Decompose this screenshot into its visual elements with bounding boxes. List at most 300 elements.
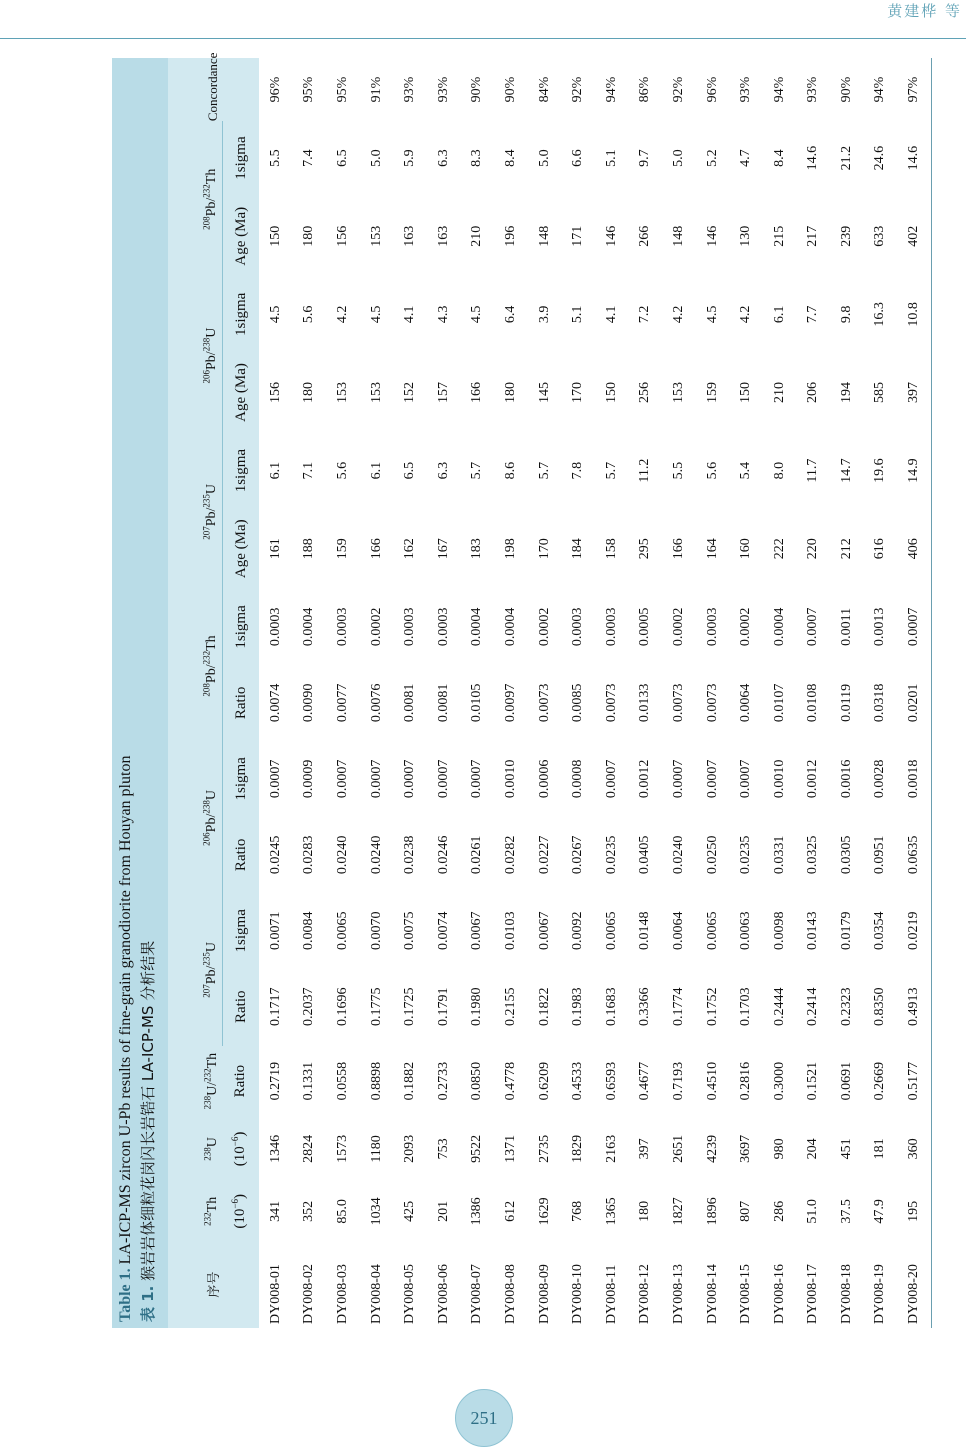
table-cell: 183 bbox=[469, 538, 485, 560]
table-cell: 0.1331 bbox=[301, 1061, 317, 1101]
table-cell: 0.0090 bbox=[301, 683, 317, 723]
table-cell: 4.2 bbox=[334, 305, 350, 324]
table-cell: 167 bbox=[435, 538, 451, 560]
table-cell: 0.0148 bbox=[637, 911, 653, 951]
table-cell: 0.0108 bbox=[805, 683, 821, 723]
table-cell: 5.0 bbox=[670, 149, 686, 167]
table-cell: 2651 bbox=[670, 1134, 686, 1163]
table-cell: 0.0073 bbox=[704, 683, 720, 723]
table-cell: 0.2669 bbox=[872, 1061, 888, 1101]
sample-id-cell: DY008-06 bbox=[435, 1264, 451, 1324]
caption-en-text: LA-ICP-MS zircon U-Pb results of fine-grain granodiorite from Houyan pluton bbox=[117, 755, 134, 1269]
table-cell: 1573 bbox=[334, 1134, 350, 1163]
table-cell: 0.4677 bbox=[637, 1061, 653, 1101]
table-cell: 980 bbox=[771, 1138, 787, 1160]
table-cell: 0.0012 bbox=[805, 759, 821, 799]
table-cell: 0.7193 bbox=[670, 1061, 686, 1101]
table-cell: 93% bbox=[402, 76, 418, 103]
table-cell: 4.3 bbox=[435, 305, 451, 324]
table-cell: 0.1774 bbox=[670, 987, 686, 1026]
table-cell: 201 bbox=[435, 1200, 451, 1222]
caption-en-label: Table 1. bbox=[117, 1268, 134, 1322]
table-cell: 210 bbox=[469, 225, 485, 247]
table-row bbox=[528, 58, 562, 1328]
table-cell: 0.2155 bbox=[502, 987, 518, 1026]
table-cell: 0.0012 bbox=[637, 759, 653, 799]
table-cell: 5.6 bbox=[704, 461, 720, 480]
subhead-sigma: 1sigma bbox=[232, 136, 249, 180]
table-cell: 4.5 bbox=[704, 305, 720, 324]
table-cell: 9.7 bbox=[637, 149, 653, 167]
table-row bbox=[393, 58, 427, 1328]
table-cell: 8.6 bbox=[502, 461, 518, 480]
table-cell: 425 bbox=[402, 1200, 418, 1222]
table-cell: 0.0331 bbox=[771, 835, 787, 875]
table-cell: 0.0003 bbox=[435, 607, 451, 647]
table-cell: 360 bbox=[897, 1116, 931, 1181]
table-cell: 239 bbox=[838, 225, 854, 247]
sample-id-cell: DY008-14 bbox=[704, 1264, 720, 1324]
table-cell: 1629 bbox=[536, 1197, 552, 1226]
table-cell: 153 bbox=[368, 225, 384, 247]
subhead-age: Age (Ma) bbox=[232, 206, 249, 266]
subhead-age: Age (Ma) bbox=[232, 519, 249, 579]
header-sample: 序号 bbox=[207, 1271, 222, 1298]
rotated-table-block bbox=[112, 52, 922, 1328]
sample-id-cell: DY008-18 bbox=[838, 1264, 854, 1324]
table-cell: 222 bbox=[771, 538, 787, 560]
running-head-authors: 黄建桦 等 bbox=[887, 2, 962, 20]
table-row bbox=[360, 58, 394, 1328]
table-row bbox=[427, 58, 461, 1328]
table-cell: 6.1 bbox=[368, 461, 384, 480]
table-cell: 0.5177 bbox=[897, 1046, 931, 1117]
table-cell: 90% bbox=[469, 76, 485, 103]
table-cell: 753 bbox=[435, 1138, 451, 1160]
sample-id-cell: DY008-05 bbox=[402, 1264, 418, 1324]
table-cell: 92% bbox=[670, 76, 686, 103]
table-cell: 0.0004 bbox=[469, 607, 485, 647]
table-cell: 51.0 bbox=[805, 1199, 821, 1224]
table-cell: 3.9 bbox=[536, 305, 552, 324]
table-cell: 0.0076 bbox=[368, 683, 384, 723]
table-cell: 0.2733 bbox=[435, 1061, 451, 1101]
table-cell: 166 bbox=[670, 538, 686, 560]
table-cell: 0.0074 bbox=[435, 911, 451, 951]
table-cell: 0.0235 bbox=[603, 835, 619, 875]
table-cell: 1829 bbox=[570, 1134, 586, 1163]
table-cell: 0.0240 bbox=[368, 835, 384, 875]
table-cell: 156 bbox=[267, 381, 283, 403]
table-cell: 1386 bbox=[469, 1197, 485, 1226]
table-cell: 86% bbox=[637, 76, 653, 103]
table-cell: 14.6 bbox=[805, 145, 821, 171]
table-cell: 0.0325 bbox=[805, 835, 821, 875]
header-rule bbox=[0, 38, 966, 39]
table-cell: 0.1703 bbox=[738, 987, 754, 1026]
table-cell: 0.0691 bbox=[838, 1061, 854, 1101]
subhead-sigma: 1sigma bbox=[232, 605, 249, 649]
table-cell: 150 bbox=[603, 381, 619, 403]
table-cell: 402 bbox=[897, 195, 931, 277]
table-cell: 0.0081 bbox=[402, 683, 418, 723]
caption-english bbox=[115, 66, 137, 1322]
table-cell: 0.0282 bbox=[502, 835, 518, 875]
table-cell: 198 bbox=[502, 538, 518, 560]
table-cell: 156 bbox=[334, 225, 350, 247]
table-row bbox=[461, 58, 495, 1328]
table-row bbox=[763, 58, 797, 1328]
table-cell: 0.0010 bbox=[771, 759, 787, 799]
sample-id-cell: DY008-15 bbox=[738, 1264, 754, 1324]
table-cell: 0.0073 bbox=[670, 683, 686, 723]
sample-id-cell: DY008-07 bbox=[469, 1264, 485, 1324]
table-cell: 6.5 bbox=[334, 149, 350, 167]
caption-zh-label: 表 1. bbox=[139, 1285, 157, 1322]
table-cell: 161 bbox=[267, 538, 283, 560]
table-cell: 0.0007 bbox=[402, 759, 418, 799]
table-cell: 5.5 bbox=[267, 149, 283, 167]
table-cell: 0.0007 bbox=[603, 759, 619, 799]
subhead-ratio: Ratio bbox=[232, 1064, 249, 1098]
table-cell: 206 bbox=[805, 381, 821, 403]
table-cell: 153 bbox=[368, 381, 384, 403]
table-cell: 0.0103 bbox=[502, 911, 518, 951]
table-cell: 0.0250 bbox=[704, 835, 720, 875]
table-cell: 0.0133 bbox=[637, 683, 653, 723]
table-cell: 153 bbox=[670, 381, 686, 403]
table-cell: 0.0065 bbox=[704, 911, 720, 951]
table-cell: 6.6 bbox=[570, 149, 586, 167]
sample-id-cell: DY008-04 bbox=[368, 1264, 384, 1324]
table-cell: 0.1882 bbox=[402, 1061, 418, 1101]
table-cell: 0.0007 bbox=[435, 759, 451, 799]
table-cell: 153 bbox=[334, 381, 350, 403]
table-cell: 94% bbox=[872, 76, 888, 103]
table-cell: 150 bbox=[738, 381, 754, 403]
table-cell: 11.7 bbox=[805, 458, 821, 483]
table-cell: 0.0305 bbox=[838, 835, 854, 875]
table-cell: 0.0201 bbox=[897, 664, 931, 742]
table-cell: 5.4 bbox=[738, 461, 754, 480]
table-cell: 93% bbox=[805, 76, 821, 103]
table-cell: 0.0002 bbox=[536, 607, 552, 647]
subhead-sigma: 1sigma bbox=[232, 909, 249, 953]
table-cell: 0.1822 bbox=[536, 987, 552, 1026]
table-row bbox=[662, 58, 696, 1328]
header-age-207-235: $^{207}$Pb/$^{235}$U bbox=[168, 434, 223, 590]
table-cell: 220 bbox=[805, 538, 821, 560]
table-cell: 0.0267 bbox=[570, 835, 586, 875]
table-cell: 0.0002 bbox=[670, 607, 686, 647]
table-cell: 0.0007 bbox=[670, 759, 686, 799]
table-cell: 4.5 bbox=[267, 305, 283, 324]
header-u238: $^{238}$U bbox=[201, 1137, 220, 1161]
table-cell: 5.5 bbox=[670, 461, 686, 480]
table-cell: 0.0007 bbox=[368, 759, 384, 799]
table-cell: 0.0007 bbox=[334, 759, 350, 799]
table-cell: 184 bbox=[570, 538, 586, 560]
table-cell: 0.0240 bbox=[334, 835, 350, 875]
sample-id-cell: DY008-03 bbox=[334, 1264, 350, 1324]
table-cell: 0.3366 bbox=[637, 987, 653, 1026]
table-cell: 0.0081 bbox=[435, 683, 451, 723]
table-cell: 0.0951 bbox=[872, 835, 888, 875]
table-row bbox=[864, 58, 898, 1328]
table-cell: 0.2816 bbox=[738, 1061, 754, 1101]
table-cell: 0.4533 bbox=[570, 1061, 586, 1101]
table-cell: 451 bbox=[838, 1138, 854, 1160]
table-cell: 0.0240 bbox=[670, 835, 686, 875]
table-cell: 397 bbox=[637, 1138, 653, 1160]
table-cell: 181 bbox=[872, 1138, 888, 1160]
sample-id-cell: DY008-13 bbox=[670, 1264, 686, 1324]
table-cell: 171 bbox=[570, 225, 586, 247]
table-cell: 4.1 bbox=[603, 305, 619, 324]
table-cell: 0.0016 bbox=[838, 759, 854, 799]
table-cell: 0.0005 bbox=[637, 607, 653, 647]
table-cell: 0.0010 bbox=[502, 759, 518, 799]
subhead-ratio: Ratio bbox=[232, 838, 249, 872]
table-cell: 0.0063 bbox=[738, 911, 754, 951]
table-cell: 0.0077 bbox=[334, 683, 350, 723]
table-cell: 406 bbox=[897, 508, 931, 590]
table-cell: 159 bbox=[704, 381, 720, 403]
table-cell: 0.0098 bbox=[771, 911, 787, 951]
table-cell: 210 bbox=[771, 381, 787, 403]
table-cell: 150 bbox=[267, 225, 283, 247]
table-cell: 0.0238 bbox=[402, 835, 418, 875]
table-cell: 159 bbox=[334, 538, 350, 560]
caption-chinese bbox=[137, 66, 159, 1322]
subhead-age: Age (Ma) bbox=[232, 363, 249, 422]
table-cell: 0.6593 bbox=[603, 1061, 619, 1101]
table-caption bbox=[112, 58, 168, 1328]
table-cell: 8.4 bbox=[771, 149, 787, 167]
table-cell: 166 bbox=[368, 538, 384, 560]
table-cell: 146 bbox=[603, 225, 619, 247]
table-row bbox=[561, 58, 595, 1328]
table-cell: 0.0003 bbox=[704, 607, 720, 647]
table-cell: 215 bbox=[771, 225, 787, 247]
table-cell: 633 bbox=[872, 225, 888, 247]
header-pb208-th232: $^{208}$Pb/$^{232}$Th bbox=[168, 590, 223, 742]
table-cell: 4.7 bbox=[738, 149, 754, 167]
subhead-ratio: Ratio bbox=[232, 686, 249, 720]
table-cell: 8.3 bbox=[469, 149, 485, 167]
table-cell: 0.0065 bbox=[603, 911, 619, 951]
table-row bbox=[729, 58, 763, 1328]
subhead-unit-th: $(10^{-6})$ bbox=[230, 1194, 249, 1229]
table-cell: 96% bbox=[704, 76, 720, 103]
table-cell: 7.7 bbox=[805, 305, 821, 324]
table-cell: 1034 bbox=[368, 1197, 384, 1226]
table-cell: 0.1521 bbox=[805, 1061, 821, 1101]
sample-id-cell: DY008-09 bbox=[536, 1264, 552, 1324]
table-cell: 8.0 bbox=[771, 461, 787, 480]
table-cell: 0.1791 bbox=[435, 987, 451, 1026]
table-cell: 5.2 bbox=[704, 149, 720, 167]
table-cell: 1827 bbox=[670, 1197, 686, 1226]
table-cell: 152 bbox=[402, 381, 418, 403]
table-cell: 256 bbox=[637, 381, 653, 403]
subhead-ratio: Ratio bbox=[232, 990, 249, 1023]
table-cell: 9522 bbox=[469, 1134, 485, 1163]
table-cell: 0.0073 bbox=[603, 683, 619, 723]
table-cell: 0.2414 bbox=[805, 987, 821, 1026]
table-cell: 0.0006 bbox=[536, 759, 552, 799]
table-cell: 11.2 bbox=[637, 458, 653, 483]
table-cell: 3697 bbox=[738, 1134, 754, 1163]
header-age-206-238: $^{206}$Pb/$^{238}$U bbox=[168, 277, 223, 433]
table-row bbox=[326, 58, 360, 1328]
table-cell: 170 bbox=[536, 538, 552, 560]
table-cell: 5.7 bbox=[536, 461, 552, 480]
sample-id-cell: DY008-02 bbox=[301, 1264, 317, 1324]
table-cell: 7.1 bbox=[301, 461, 317, 480]
table-cell: 145 bbox=[536, 381, 552, 403]
table-cell: 0.0003 bbox=[603, 607, 619, 647]
table-cell: 163 bbox=[402, 225, 418, 247]
table-cell: 0.0219 bbox=[897, 894, 931, 968]
table-cell: 0.0003 bbox=[267, 607, 283, 647]
table-cell: 0.2037 bbox=[301, 987, 317, 1026]
table-row bbox=[595, 58, 629, 1328]
table-cell: 163 bbox=[435, 225, 451, 247]
table-cell: 0.2719 bbox=[267, 1061, 283, 1101]
table-cell: 0.0009 bbox=[301, 759, 317, 799]
table-row bbox=[293, 58, 327, 1328]
table-cell: 95% bbox=[301, 76, 317, 103]
table-cell: 160 bbox=[738, 538, 754, 560]
table-cell: 0.0067 bbox=[536, 911, 552, 951]
table-cell: 21.2 bbox=[838, 145, 854, 171]
table-cell: 0.0007 bbox=[805, 607, 821, 647]
table-cell: 341 bbox=[267, 1200, 283, 1222]
table-cell: 0.0085 bbox=[570, 683, 586, 723]
table-cell: 8.4 bbox=[502, 149, 518, 167]
table-cell: 93% bbox=[435, 76, 451, 103]
table-cell: 162 bbox=[402, 538, 418, 560]
table-cell: 0.6209 bbox=[536, 1061, 552, 1101]
table-cell: 2163 bbox=[603, 1134, 619, 1163]
table-cell: 0.0097 bbox=[502, 683, 518, 723]
table-cell: 0.1696 bbox=[334, 987, 350, 1026]
table-cell: 180 bbox=[637, 1200, 653, 1222]
table-cell: 95% bbox=[334, 76, 350, 103]
table-cell: 5.9 bbox=[402, 149, 418, 167]
table-cell: 768 bbox=[570, 1200, 586, 1222]
table-cell: 0.1983 bbox=[570, 987, 586, 1026]
table-body bbox=[259, 58, 931, 1328]
table-cell: 0.8350 bbox=[872, 987, 888, 1026]
table-cell: 0.1752 bbox=[704, 987, 720, 1026]
table-cell: 0.0004 bbox=[771, 607, 787, 647]
table-cell: 148 bbox=[536, 225, 552, 247]
table-cell: 0.0227 bbox=[536, 835, 552, 875]
table-cell: 93% bbox=[738, 76, 754, 103]
table-cell: 148 bbox=[670, 225, 686, 247]
table-cell: 96% bbox=[267, 76, 283, 103]
table-cell: 180 bbox=[301, 225, 317, 247]
table-cell: 585 bbox=[872, 381, 888, 403]
table-cell: 286 bbox=[771, 1200, 787, 1222]
table-row bbox=[696, 58, 730, 1328]
table-cell: 0.0003 bbox=[402, 607, 418, 647]
table-cell: 0.0107 bbox=[771, 683, 787, 723]
table-cell: 1365 bbox=[603, 1197, 619, 1226]
table-cell: 4239 bbox=[704, 1134, 720, 1163]
table-cell: 0.0635 bbox=[897, 816, 931, 894]
table-cell: 0.0003 bbox=[570, 607, 586, 647]
sample-id-cell: DY008-01 bbox=[267, 1264, 283, 1324]
header-age-208-232: $^{208}$Pb/$^{232}$Th bbox=[168, 121, 223, 277]
table-row bbox=[259, 58, 293, 1328]
table-cell: 94% bbox=[771, 76, 787, 103]
table-row bbox=[797, 58, 831, 1328]
table-cell: 0.0064 bbox=[670, 911, 686, 951]
table-cell: 188 bbox=[301, 538, 317, 560]
table-cell: 5.7 bbox=[469, 461, 485, 480]
table-cell: 0.0092 bbox=[570, 911, 586, 951]
table-cell: 0.0002 bbox=[738, 607, 754, 647]
table-cell: 0.0003 bbox=[334, 607, 350, 647]
table-cell: 5.6 bbox=[301, 305, 317, 324]
table-cell: 180 bbox=[301, 381, 317, 403]
table-cell: 0.0008 bbox=[570, 759, 586, 799]
table-cell: 0.0007 bbox=[267, 759, 283, 799]
subhead-sigma: 1sigma bbox=[232, 448, 249, 493]
table-cell: 0.1980 bbox=[469, 987, 485, 1026]
table-cell: 158 bbox=[603, 538, 619, 560]
table-cell: 0.0007 bbox=[738, 759, 754, 799]
table-cell: 0.0004 bbox=[301, 607, 317, 647]
table-cell: 4.1 bbox=[402, 305, 418, 324]
table-cell: 10.8 bbox=[897, 277, 931, 351]
table-cell: 5.1 bbox=[603, 149, 619, 167]
table-cell: 1896 bbox=[704, 1197, 720, 1226]
table-cell: 0.4913 bbox=[897, 968, 931, 1046]
table-cell: 5.0 bbox=[368, 149, 384, 167]
table-cell: 212 bbox=[838, 538, 854, 560]
table-cell: 2824 bbox=[301, 1134, 317, 1163]
table-cell: 0.0119 bbox=[838, 683, 854, 722]
table-row bbox=[897, 58, 931, 1328]
sample-id-cell: DY008-17 bbox=[805, 1264, 821, 1324]
table-cell: 92% bbox=[570, 76, 586, 103]
table-cell: 0.0002 bbox=[368, 607, 384, 647]
table-cell: 0.0013 bbox=[872, 607, 888, 647]
table-cell: 0.0405 bbox=[637, 835, 653, 875]
table-row bbox=[830, 58, 864, 1328]
sample-id-cell: DY008-10 bbox=[570, 1264, 586, 1324]
table-cell: 5.1 bbox=[570, 305, 586, 324]
table-row bbox=[494, 58, 528, 1328]
table-cell: 6.4 bbox=[502, 305, 518, 324]
table-cell: 0.3000 bbox=[771, 1061, 787, 1101]
table-cell: 195 bbox=[897, 1181, 931, 1241]
table-cell: 166 bbox=[469, 381, 485, 403]
sample-id-cell: DY008-19 bbox=[872, 1264, 888, 1324]
table-cell: 16.3 bbox=[872, 302, 888, 327]
table-cell: 9.8 bbox=[838, 305, 854, 324]
table-cell: 295 bbox=[637, 538, 653, 560]
table-cell: 2735 bbox=[536, 1134, 552, 1163]
table-cell: 0.0179 bbox=[838, 911, 854, 951]
table-cell: 266 bbox=[637, 225, 653, 247]
table-cell: 0.4778 bbox=[502, 1061, 518, 1101]
table-cell: 7.8 bbox=[570, 461, 586, 480]
